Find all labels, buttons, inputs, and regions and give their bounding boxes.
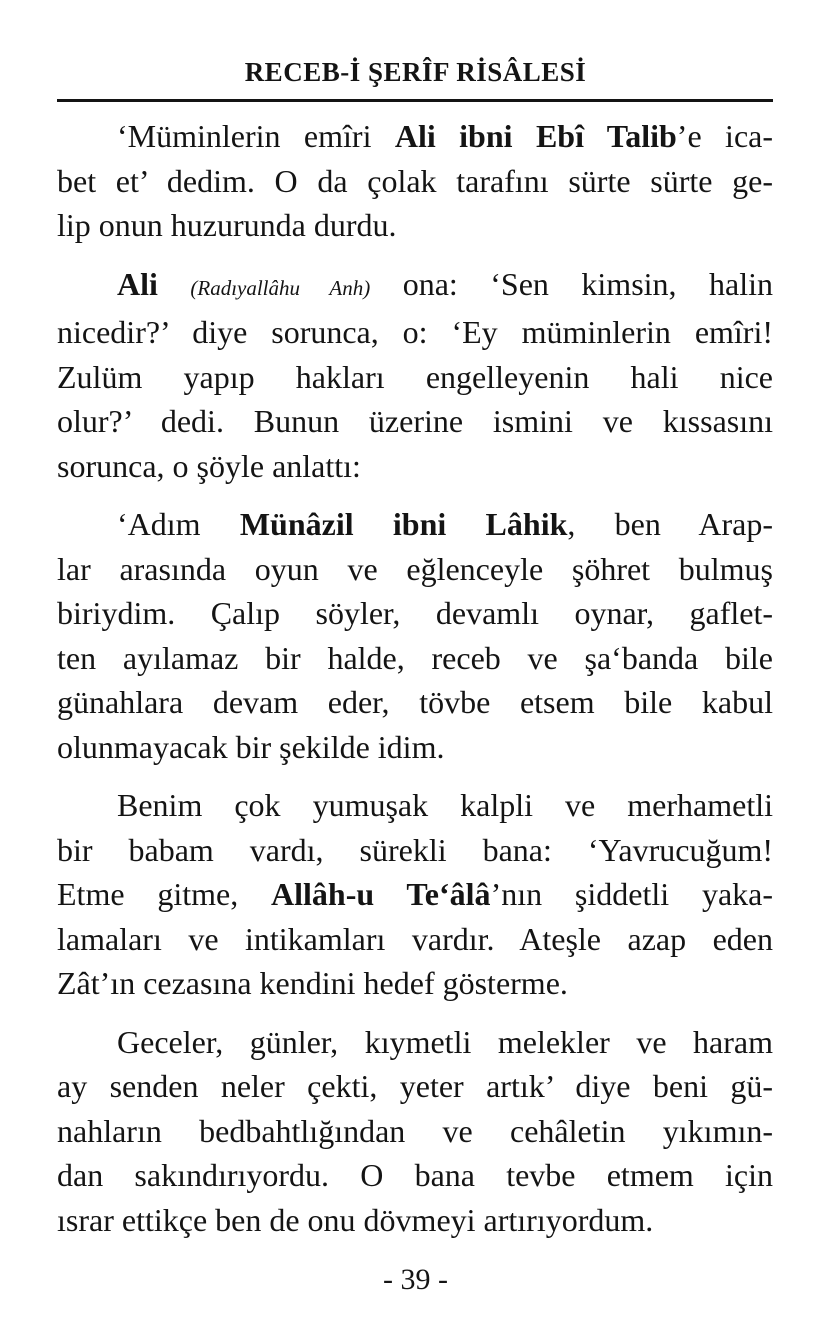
honorific: (Radıyallâhu Anh) bbox=[190, 275, 371, 300]
text-run: Zulüm yapıp hakları engelleyenin hali nice bbox=[57, 358, 773, 395]
text-line bbox=[57, 1109, 773, 1154]
text-run: ‘Müminlerin emîri bbox=[117, 118, 395, 154]
text-line bbox=[57, 680, 773, 725]
text-run bbox=[158, 266, 190, 302]
header-rule bbox=[57, 99, 773, 102]
text-run: Geceler, günler, kıymetli melekler ve haram bbox=[117, 1023, 773, 1060]
text-run: nahların bedbahtlığından ve cehâletin yıkımın- bbox=[57, 1112, 773, 1149]
text-run: ‘Adım bbox=[117, 506, 240, 542]
text-line bbox=[57, 1153, 773, 1198]
text-line bbox=[57, 310, 773, 355]
text-run: ay senden neler çekti, yeter artık’ diye beni gü- bbox=[57, 1068, 773, 1104]
text-line bbox=[57, 872, 773, 917]
text-run: , ben Arap- bbox=[567, 506, 773, 542]
text-line bbox=[57, 547, 773, 592]
paragraph bbox=[57, 502, 773, 769]
paragraph bbox=[57, 1020, 773, 1243]
text-run: olunmayacak bir şekilde idim. bbox=[57, 728, 445, 765]
text-run: bet et’ dedim. O da çolak tarafını sürte sürte ge- bbox=[57, 162, 773, 199]
text-line bbox=[57, 444, 773, 489]
text-line bbox=[57, 1064, 773, 1109]
text-run: lar arasında oyun ve eğlenceyle şöhret bulmuş bbox=[57, 550, 773, 587]
page-number: - 39 - bbox=[383, 1263, 448, 1296]
text-line bbox=[57, 262, 773, 311]
text-line bbox=[57, 636, 773, 681]
text-run: olur?’ dedi. Bunun üzerine ismini ve kıssasını bbox=[57, 403, 773, 439]
paragraph bbox=[57, 262, 773, 489]
text-run: lamaları ve intikamları vardır. Ateşle azap eden bbox=[57, 920, 773, 957]
text-line bbox=[57, 159, 773, 204]
text-run: bir babam vardı, sürekli bana: ‘Yavrucuğum! bbox=[57, 831, 773, 868]
text-run: Zât’ın cezasına kendini hedef gösterme. bbox=[57, 965, 568, 1001]
text-line bbox=[57, 1020, 773, 1065]
text-line bbox=[57, 591, 773, 636]
text-line bbox=[57, 828, 773, 873]
text-line bbox=[57, 502, 773, 547]
bold-name: Ali bbox=[117, 265, 158, 302]
text-line bbox=[57, 1198, 773, 1243]
text-line bbox=[57, 961, 773, 1006]
text-run: ’nın şiddetli yaka- bbox=[490, 876, 774, 912]
text-line bbox=[57, 783, 773, 828]
running-title: RECEB-İ ŞERÎF RİSÂLESİ bbox=[244, 57, 587, 87]
text-run: biriydim. Çalıp söyler, devamlı oynar, gaflet- bbox=[57, 595, 773, 631]
text-line bbox=[57, 917, 773, 962]
paragraph bbox=[57, 783, 773, 1006]
text-run: nicedir?’ diye sorunca, o: ‘Ey müminlerin emîri! bbox=[57, 314, 773, 350]
text-run: Benim çok yumuşak kalpli ve merhametli bbox=[117, 787, 773, 823]
text-run: günahlara devam eder, tövbe etsem bile kabul bbox=[57, 684, 773, 720]
text-run: sorunca, o şöyle anlattı: bbox=[57, 447, 361, 484]
text-run: ’e ica- bbox=[676, 118, 774, 154]
text-line bbox=[57, 725, 773, 770]
text-run: ona: ‘Sen kimsin, halin bbox=[370, 265, 773, 302]
text-run: lip onun huzurunda durdu. bbox=[57, 207, 397, 243]
text-line bbox=[57, 399, 773, 444]
bold-name: Münâzil ibni Lâhik bbox=[239, 506, 568, 542]
text-run: Etme gitme, bbox=[57, 876, 272, 912]
text-run: dan sakındırıyordu. O bana tevbe etmem için bbox=[57, 1157, 773, 1193]
text-line bbox=[57, 114, 773, 159]
text-line bbox=[57, 355, 773, 400]
text-run: ısrar ettikçe ben de onu dövmeyi artırıyordum. bbox=[57, 1201, 654, 1238]
body-text bbox=[57, 114, 773, 1242]
bold-name: Allâh-u Te‘âlâ bbox=[271, 876, 491, 912]
text-run: ten ayılamaz bir halde, receb ve şa‘banda bile bbox=[57, 639, 773, 676]
paragraph bbox=[57, 114, 773, 248]
bold-name: Ali ibni Ebî Talib bbox=[394, 118, 677, 154]
text-line bbox=[57, 203, 773, 248]
